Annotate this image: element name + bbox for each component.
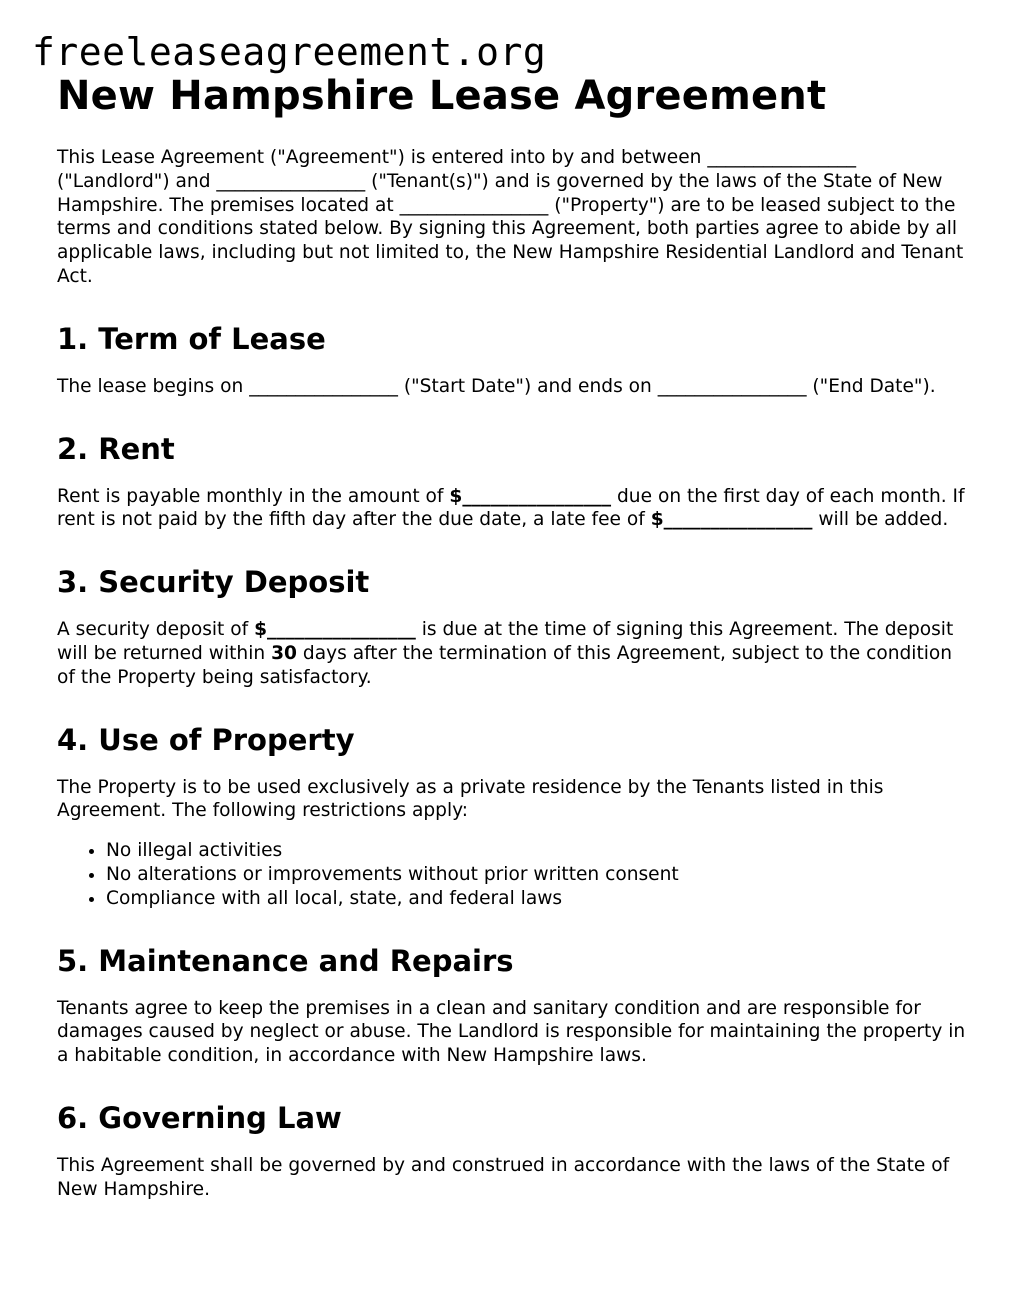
list-item: • No alterations or improvements without prior written consent [106, 863, 972, 887]
rent-text-a: Rent is payable monthly in the amount of [57, 485, 450, 507]
section-heading-use: 4. Use of Property [57, 722, 355, 757]
section-heading-maintenance: 5. Maintenance and Repairs [57, 943, 514, 978]
deposit-text-a: A security deposit of [57, 619, 255, 641]
restrictions-list [57, 839, 972, 910]
section-text-rent [57, 485, 972, 533]
section-heading-term: 1. Term of Lease [57, 321, 326, 356]
section-text-maintenance: Tenants agree to keep the premises in a clean and sanitary condition and are responsible for damages caused by neglect or abuse. The Landlord is responsible for maintaining the property in a habitable condition, in accordance with New Hampshire laws. [57, 997, 966, 1067]
list-item: • No illegal activities [106, 839, 972, 863]
section-heading-rent: 2. Rent [57, 431, 175, 466]
section-text-deposit [57, 618, 972, 689]
site-watermark: freeleaseagreement.org [32, 30, 547, 74]
deposit-text-c: days after the termination of this Agreement, subject to the condition of the Property being satisfactory. [57, 642, 953, 688]
lease-document [57, 70, 972, 1202]
deposit-amount-blank: $________________ [254, 619, 416, 641]
section-text-term: The lease begins on ________________ ("Start Date") and ends on ________________ ("End Date"). [57, 375, 936, 397]
intro-paragraph: This Lease Agreement ("Agreement") is entered into by and between ________________ ("Landlord") and ________________ ("Tenant(s)") and is governed by the laws of the State of New Hampshire. The premises located at ________________ ("Property") are to be leased subject to the terms and conditions stated below. By signing this Agreement, both parties agree to abide by all applicable laws, including but not limited to, the New Hampshire Residential Landlord and Tenant Act. [57, 147, 964, 287]
deposit-text-b: is due at the time of signing this Agreement. The deposit will be returned within [57, 619, 954, 664]
section-heading-law: 6. Governing Law [57, 1100, 342, 1135]
section-heading-deposit: 3. Security Deposit [57, 565, 370, 600]
rent-text-c: will be added. [812, 509, 949, 531]
section-text-law: This Agreement shall be governed by and construed in accordance with the laws of the State of New Hampshire. [57, 1154, 950, 1200]
page-title: New Hampshire Lease Agreement [57, 73, 827, 119]
deposit-return-days: 30 [271, 642, 297, 664]
rent-amount-blank: $________________ [449, 485, 612, 507]
rent-text-b: due on the first day of each month. If rent is not paid by the fifth day after the due date, a late fee of [57, 485, 965, 531]
section-text-use: The Property is to be used exclusively as a private residence by the Tenants listed in this Agreement. The following restrictions apply: [57, 776, 884, 822]
late-fee-blank: $________________ [650, 509, 813, 531]
list-item: • Compliance with all local, state, and federal laws [106, 887, 972, 911]
